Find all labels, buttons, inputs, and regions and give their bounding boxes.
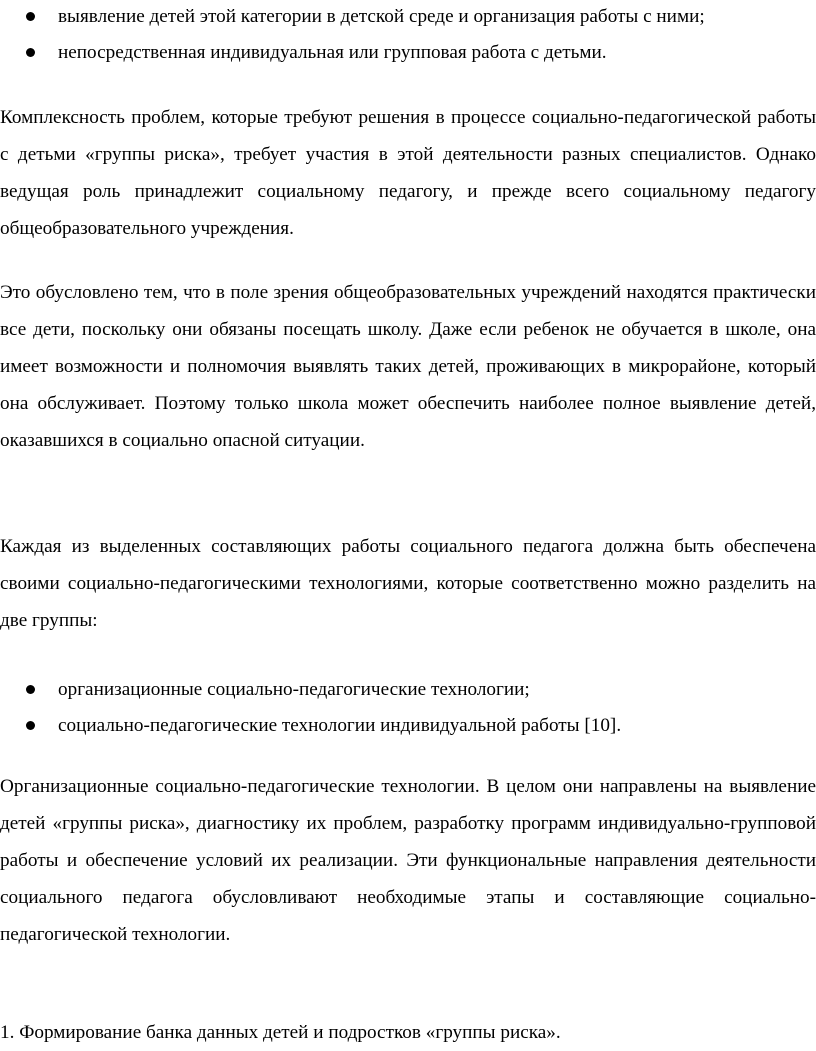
list-item-text: организационные социально-педагогические технологии;: [58, 679, 530, 700]
list-item-text: социально-педагогические технологии индивидуальной работы [10].: [58, 715, 622, 736]
bullet-list-top: [0, 0, 816, 71]
paragraph-technologies-intro: Каждая из выделенных составляющих работы социального педагога должна быть обеспечена своими социально-педагогическими технологиями, которые соответственно можно разделить на две группы:: [0, 536, 816, 631]
list-item: [0, 708, 816, 744]
list-item-text: непосредственная индивидуальная или групповая работа с детьми.: [58, 42, 607, 63]
bullet-icon: [26, 685, 35, 694]
list-item: [0, 0, 816, 35]
numbered-step-1: 1. Формирование банка данных детей и подростков «группы риска».: [0, 1022, 561, 1043]
bullet-icon: [26, 12, 35, 21]
list-item: [0, 672, 816, 708]
paragraph-school-role: Это обусловлено тем, что в поле зрения общеобразовательных учреждений находятся практически все дети, поскольку они обязаны посещать школу. Даже если ребенок не обучается в школе, она имеет возможности и полномочия выявлять таких детей, проживающих в микрорайоне, который она обслуживает. Поэтому только школа может обеспечить наиболее полное выявление детей, оказавшихся в социально опасной ситуации.: [0, 282, 816, 451]
paragraph-complexity: Комплексность проблем, которые требуют решения в процессе социально-педагогической работы с детьми «группы риска», требует участия в этой деятельности разных специалистов. Однако ведущая роль принадлежит социальному педагогу, и прежде всего социальному педагогу общеобразовательного учреждения.: [0, 107, 816, 239]
paragraph-organizational-technologies: Организационные социально-педагогические технологии. В целом они направлены на выявление детей «группы риска», диагностику их проблем, разработку программ индивидуально-групповой работы и обеспечение условий их реализации. Эти функциональные направления деятельности социального педагога обусловливают необходимые этапы и составляющие социально-педагогической технологии.: [0, 776, 816, 945]
list-item: [0, 35, 816, 71]
bullet-icon: [26, 48, 35, 57]
bullet-list-technologies: [0, 672, 816, 744]
list-item-text: выявление детей этой категории в детской среде и организация работы с ними;: [58, 6, 705, 27]
bullet-icon: [26, 721, 35, 730]
